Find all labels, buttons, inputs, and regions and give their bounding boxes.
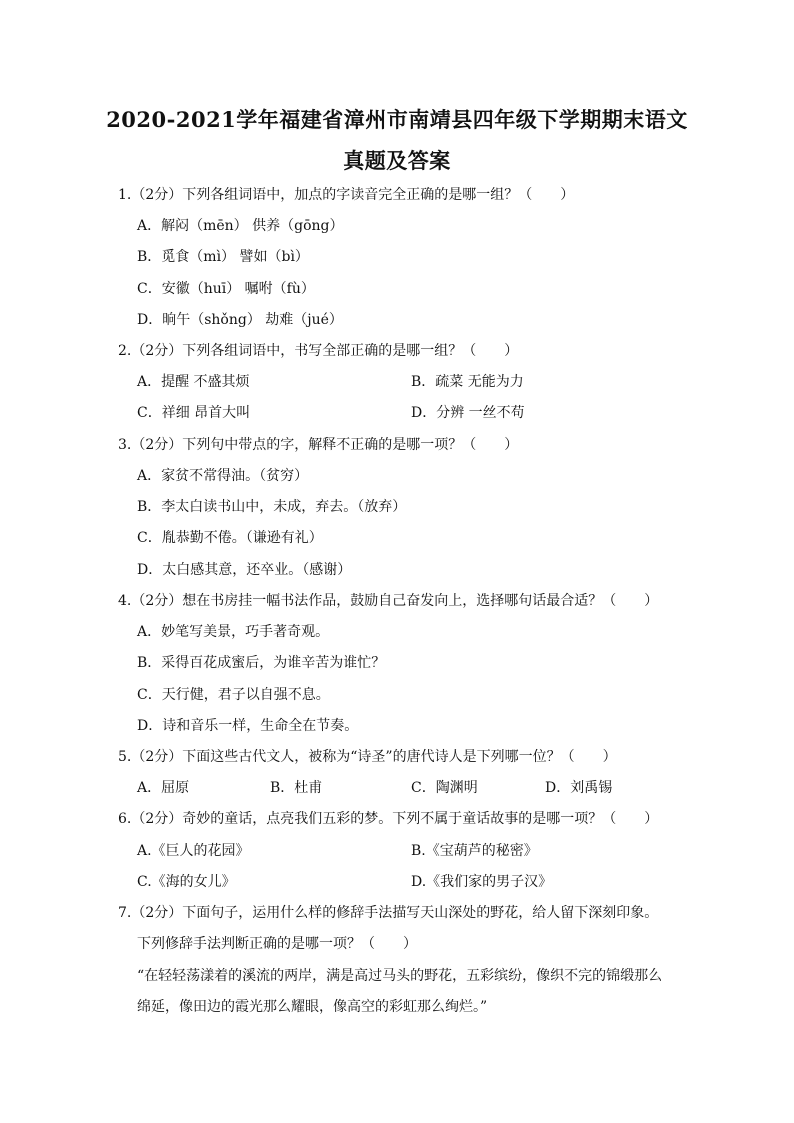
question-6-option-d: D.《我们家的男子汉》 [411,874,553,890]
question-4: 4.（2分）想在书房挂一幅书法作品，鼓励自己奋发向上，选择哪句话最合适？（ ） [118,593,659,609]
question-2-option-d: D．分辨 一丝不苟 [411,405,525,421]
question-6-option-c: C.《海的女儿》 [137,874,236,890]
question-1: 1.（2分）下列各组词语中，加点的字读音完全正确的是哪一组？（ ） [118,187,575,203]
question-4-option-d: D．诗和音乐一样，生命全在节奏。 [137,718,359,734]
question-3-option-b: B．李太白读书山中，未成，弃去。（放弃） [137,499,407,515]
question-6-option-a: A.《巨人的花园》 [137,843,250,859]
question-5: 5.（2分）下面这些古代文人，被称为“诗圣”的唐代诗人是下列哪一位？（ ） [118,749,617,765]
page-title-line1: 2020-2021学年福建省漳州市南靖县四年级下学期期末语文 [106,107,688,132]
question-5-option-b: B．杜甫 [270,780,323,796]
page-title-line2: 真题及答案 [343,148,451,173]
question-3-option-c: C．胤恭勤不倦。（谦逊有礼） [137,530,323,546]
question-3: 3.（2分）下列句中带点的字，解释不正确的是哪一项？（ ） [118,437,519,453]
question-4-option-b: B．采得百花成蜜后，为谁辛苦为谁忙？ [137,655,386,671]
question-6-option-b: B.《宝葫芦的秘密》 [411,843,538,859]
question-7-continuation: 下列修辞手法判断正确的是哪一项？（ ） [137,936,417,952]
question-1-option-a: A．解闷（mēn） 供养（gōng） [137,218,344,234]
question-7-quote-line1: “在轻轻荡漾着的溪流的两岸，满是高过马头的野花，五彩缤纷，像织不完的锦缎那么 [137,968,663,984]
question-7: 7.（2分）下面句子，运用什么样的修辞手法描写天山深处的野花，给人留下深刻印象。 [118,905,659,921]
question-3-option-d: D．太白感其意，还卒业。（感谢） [137,562,352,578]
question-5-option-c: C．陶渊明 [411,780,478,796]
question-4-option-c: C．天行健，君子以自强不息。 [137,687,330,703]
question-6: 6.（2分）奇妙的童话，点亮我们五彩的梦。下列不属于童话故事的是哪一项？（ ） [118,811,659,827]
question-2-option-b: B．疏菜 无能为力 [411,374,524,390]
question-5-option-d: D．刘禹锡 [545,780,613,796]
question-5-option-a: A．屈原 [137,780,190,796]
question-1-option-d: D．晌午（shǒng） 劫难（jué） [137,312,343,328]
question-2: 2.（2分）下列各组词语中，书写全部正确的是哪一组？（ ） [118,343,519,359]
question-3-option-a: A．家贫不常得油。（贫穷） [137,468,309,484]
question-4-option-a: A．妙笔写美景，巧手著奇观。 [137,624,330,640]
question-1-option-c: C．安徽（huī） 嘱咐（fù） [137,281,315,297]
question-2-option-a: A．提醒 不盛其烦 [137,374,250,390]
question-7-quote-line2: 绵延，像田边的霞光那么耀眼，像高空的彩虹那么绚烂。” [137,999,488,1015]
question-1-option-b: B．觅食（mì） 譬如（bì） [137,249,309,265]
question-2-option-c: C．祥细 昂首大叫 [137,405,251,421]
